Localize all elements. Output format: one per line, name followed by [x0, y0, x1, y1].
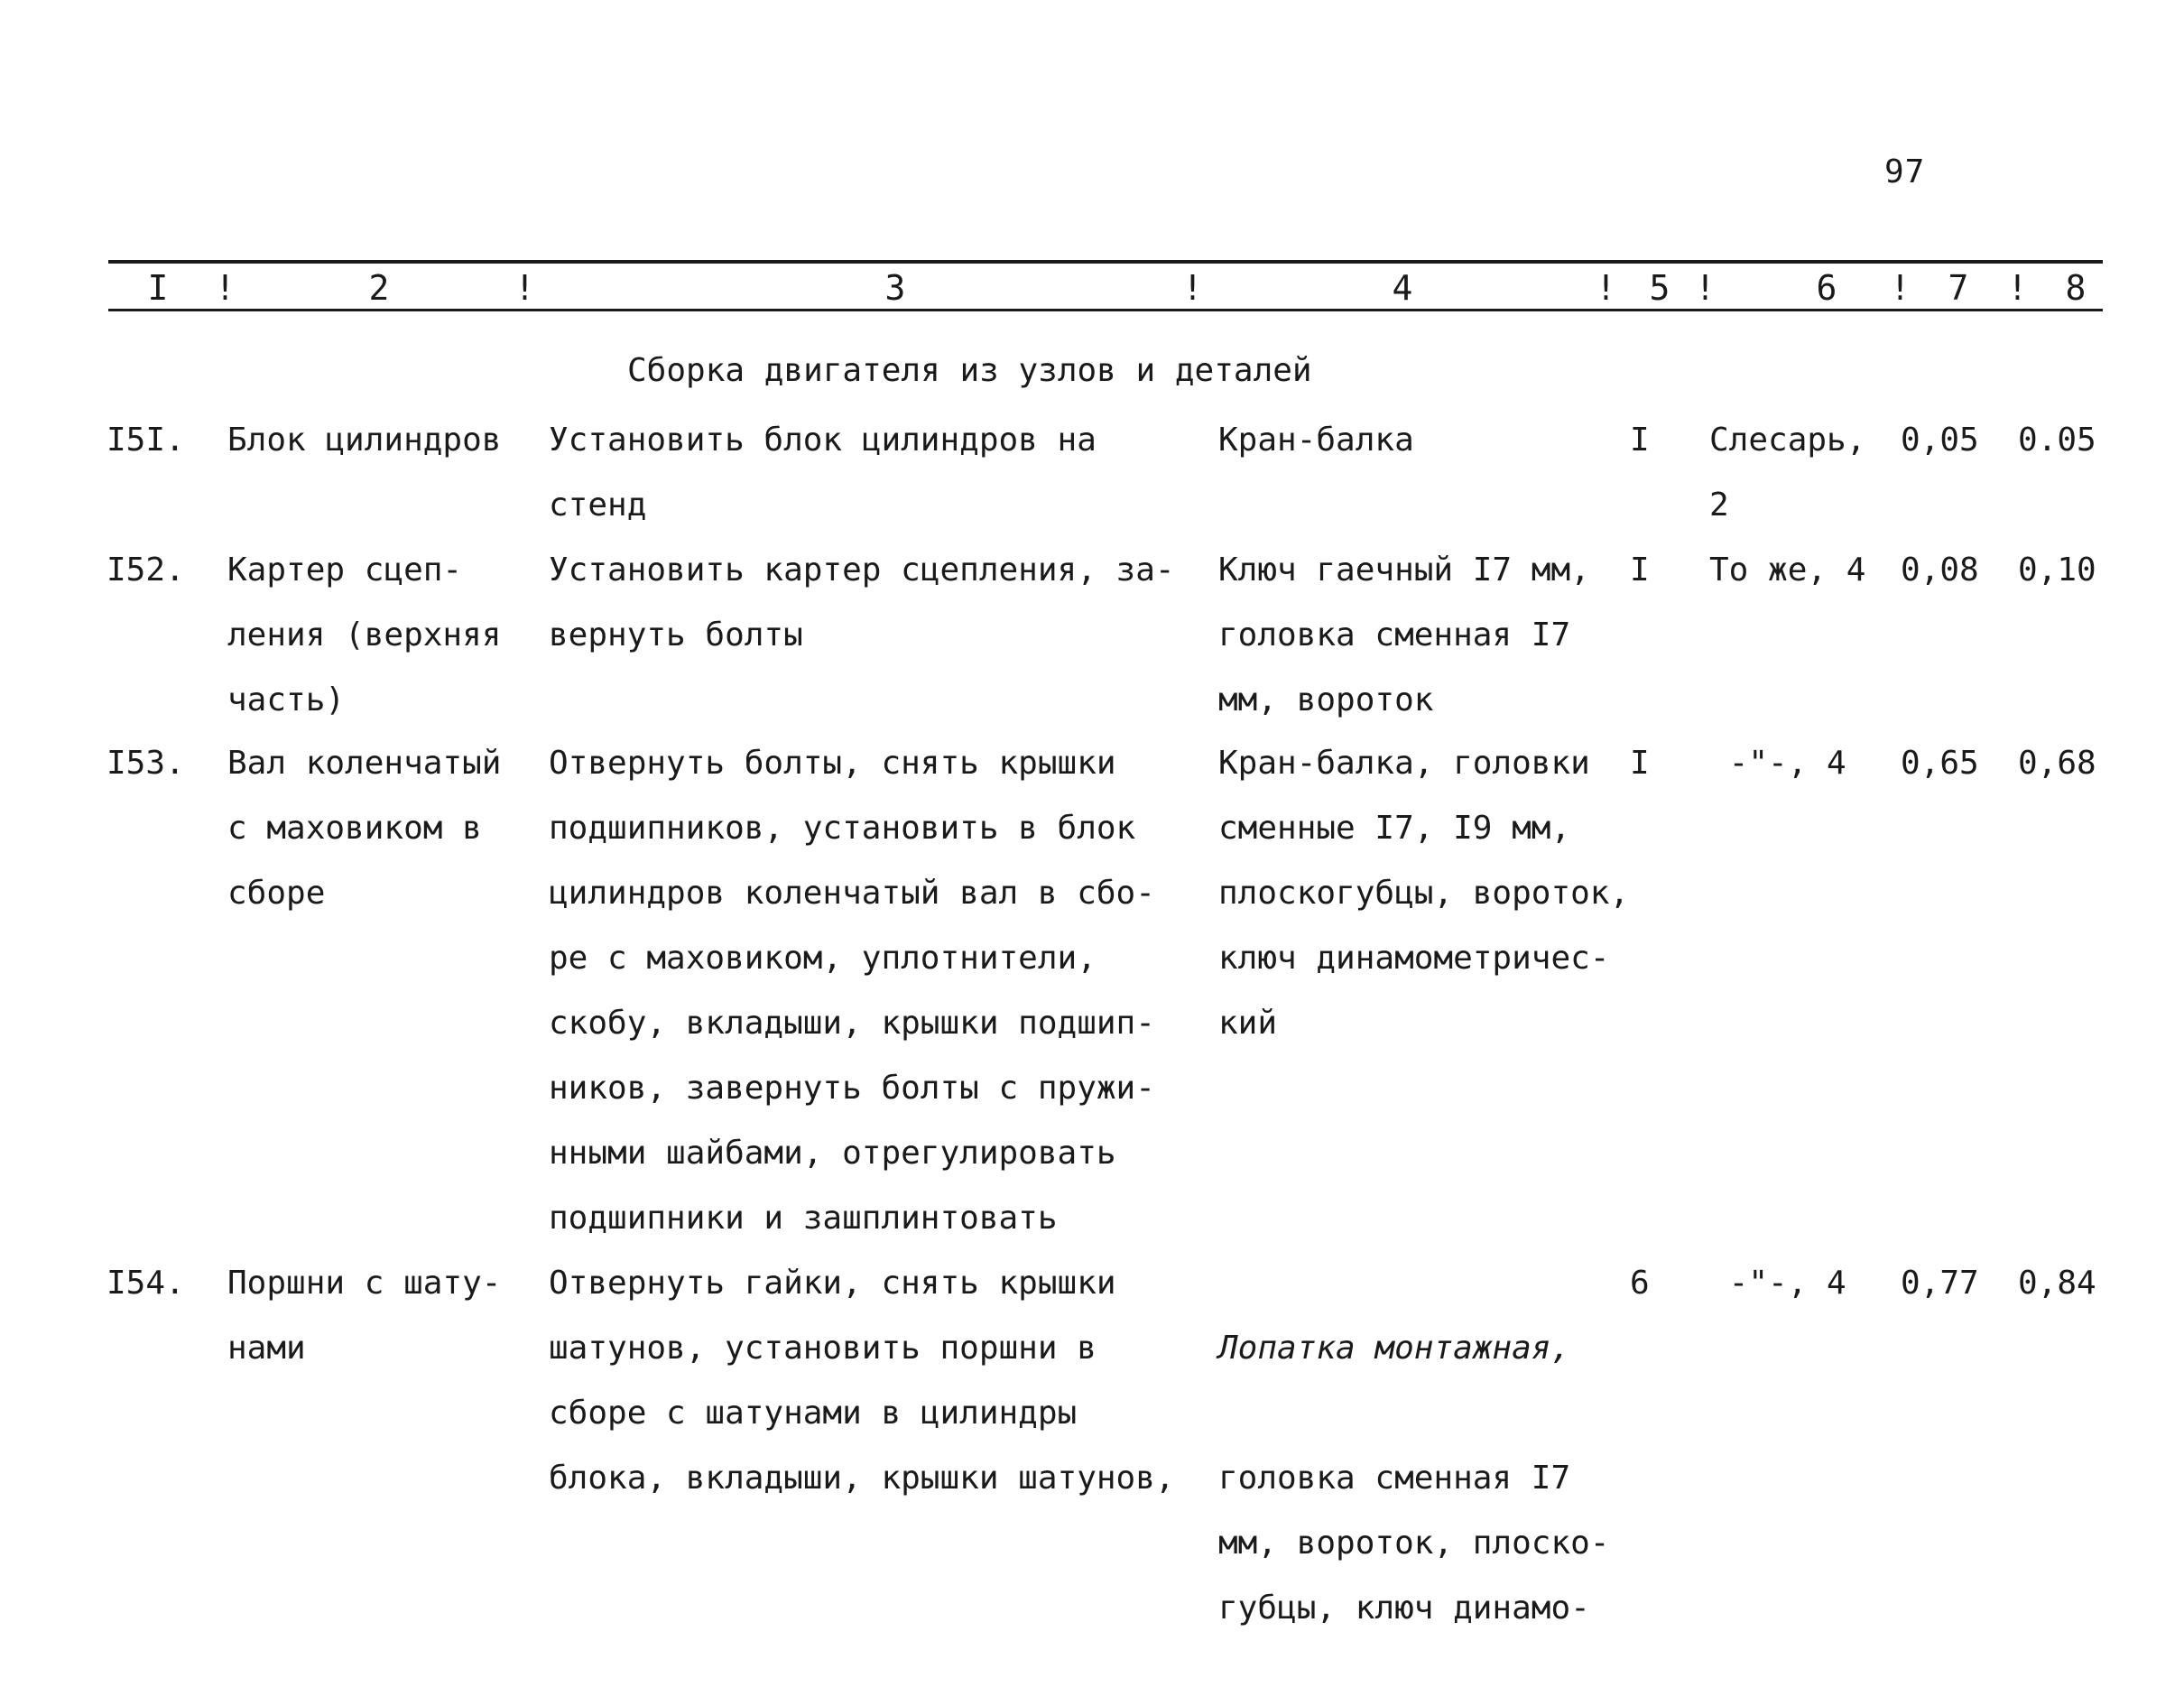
header-separator: ! [1695, 268, 1716, 308]
worker-text: -"-, 4 [1709, 1265, 1846, 1302]
part-name: Блок цилиндров [227, 422, 502, 459]
worker-text: -"-, 4 [1709, 745, 1846, 782]
row-number: I54. [106, 1265, 185, 1302]
header-col-3: 3 [884, 268, 906, 308]
part-name: Картер сцеп- ления (верхняя часть) [227, 552, 502, 719]
table-header-rule [108, 309, 2103, 311]
operation-text: Установить картер сцепления, за- вернуть болты [549, 552, 1175, 654]
part-name: Вал коленчатый с маховиком в сборе [227, 745, 502, 912]
operation-text: Установить блок цилиндров на стенд [549, 422, 1097, 524]
row-number: I52. [106, 552, 185, 589]
header-separator: ! [2007, 268, 2028, 308]
header-separator: ! [1596, 268, 1616, 308]
row-number: I5I. [106, 422, 185, 459]
section-title: Сборка двигателя из узлов и деталей [627, 352, 1312, 389]
header-col-2: 2 [368, 268, 390, 308]
header-separator: ! [1890, 268, 1911, 308]
tools-text: Ключ гаечный I7 мм, головка сменная I7 мм, вороток [1218, 552, 1590, 719]
row-number: I53. [106, 745, 185, 782]
col7-value: 0,08 [1901, 552, 1979, 589]
tools-text-first-line: Лопатка монтажная, [1218, 1330, 1571, 1367]
operation-text: Отвернуть гайки, снять крышки шатунов, установить поршни в сборе с шатунами в цилиндры блока, вкладыши, крышки шатунов, [549, 1265, 1175, 1497]
header-separator: ! [514, 268, 535, 308]
col5-value: I [1630, 745, 1650, 782]
header-col-4: 4 [1392, 268, 1413, 308]
header-separator: ! [1182, 268, 1203, 308]
col8-value: 0,68 [2018, 745, 2096, 782]
tools-text: Кран-балка [1218, 422, 1414, 459]
col7-value: 0,05 [1901, 422, 1979, 459]
header-col-8: 8 [2065, 268, 2087, 308]
col5-value: 6 [1630, 1265, 1650, 1302]
tools-text: головка сменная I7 мм, вороток, плоско- губцы, ключ динамо- [1218, 1460, 1610, 1627]
col8-value: 0.05 [2018, 422, 2096, 459]
col7-value: 0,77 [1901, 1265, 1979, 1302]
header-col-6: 6 [1816, 268, 1837, 308]
table-top-rule [108, 260, 2103, 264]
tools-text: Кран-балка, головки сменные I7, I9 мм, плоскогубцы, вороток, ключ динамометричес- кий [1218, 745, 1630, 1042]
worker-text: То же, 4 [1709, 552, 1866, 589]
header-col-5: 5 [1649, 268, 1670, 308]
col5-value: I [1630, 422, 1650, 459]
table-header [0, 267, 2184, 309]
header-col-7: 7 [1948, 268, 1969, 308]
col5-value: I [1630, 552, 1650, 589]
tools-cell [1218, 1251, 1643, 1706]
part-name: Поршни с шату- нами [227, 1265, 502, 1367]
header-col-1: I [147, 268, 169, 308]
worker-text: Слесарь, 2 [1709, 422, 1866, 524]
col8-value: 0,84 [2018, 1265, 2096, 1302]
header-separator: ! [215, 268, 236, 308]
col7-value: 0,65 [1901, 745, 1979, 782]
col8-value: 0,10 [2018, 552, 2096, 589]
operation-text: Отвернуть болты, снять крышки подшипников, установить в блок цилиндров коленчатый вал в сбо- ре с маховиком, уплотнители, скобу, вкладыши, крышки подшип- ников, завернуть болты с пружи- нными шайбами, отрегулировать подшипники и зашплинтовать [549, 745, 1155, 1237]
page-number: 97 [1884, 153, 1926, 190]
